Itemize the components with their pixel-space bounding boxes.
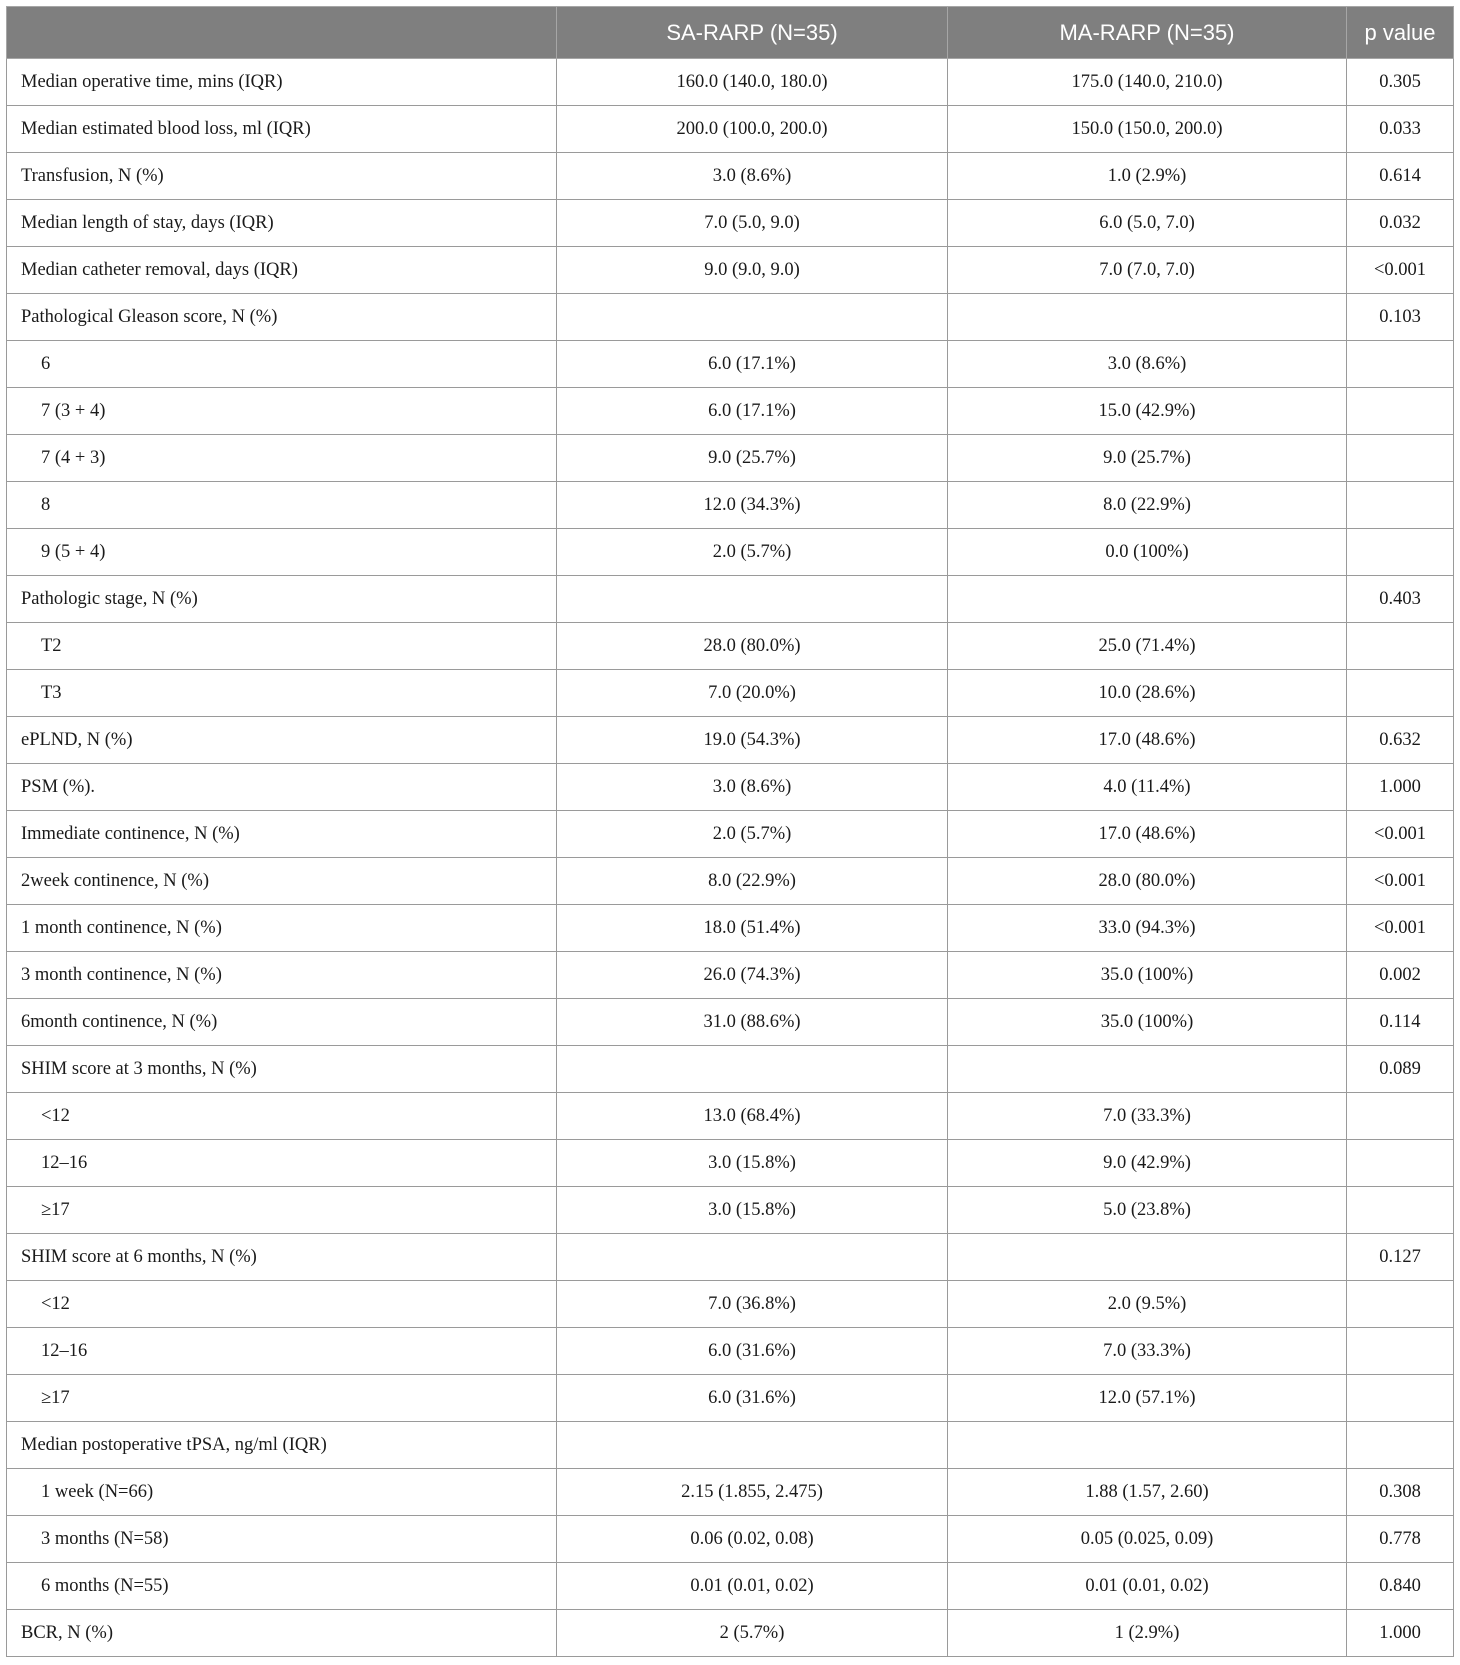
table-row: [7, 294, 1454, 341]
ma-rarp-value-cell: 0.05 (0.025, 0.09): [948, 1516, 1347, 1563]
ma-rarp-value-cell: 9.0 (42.9%): [948, 1140, 1347, 1187]
row-label-cell: <12: [7, 1281, 557, 1328]
p-value-cell: [1347, 1422, 1454, 1469]
table-row: [7, 1563, 1454, 1610]
ma-rarp-value-cell: 7.0 (33.3%): [948, 1093, 1347, 1140]
ma-rarp-value-cell: 0.0 (100%): [948, 529, 1347, 576]
sa-rarp-value-cell: 19.0 (54.3%): [557, 717, 948, 764]
ma-rarp-value-cell: 17.0 (48.6%): [948, 811, 1347, 858]
ma-rarp-value-cell: 1 (2.9%): [948, 1610, 1347, 1657]
ma-rarp-value-cell: 35.0 (100%): [948, 952, 1347, 999]
p-value-cell: 0.103: [1347, 294, 1454, 341]
sa-rarp-value-cell: 3.0 (15.8%): [557, 1187, 948, 1234]
p-value-cell: 1.000: [1347, 764, 1454, 811]
ma-rarp-value-cell: 1.88 (1.57, 2.60): [948, 1469, 1347, 1516]
table-row: [7, 1328, 1454, 1375]
row-label-cell: Immediate continence, N (%): [7, 811, 557, 858]
p-value-cell: 0.002: [1347, 952, 1454, 999]
p-value-cell: <0.001: [1347, 811, 1454, 858]
p-value-cell: 0.114: [1347, 999, 1454, 1046]
sa-rarp-value-cell: 18.0 (51.4%): [557, 905, 948, 952]
ma-rarp-value-cell: 0.01 (0.01, 0.02): [948, 1563, 1347, 1610]
row-label-cell: 7 (4 + 3): [7, 435, 557, 482]
table-header: [7, 7, 1454, 59]
table-row: [7, 1610, 1454, 1657]
ma-rarp-value-cell: 5.0 (23.8%): [948, 1187, 1347, 1234]
sa-rarp-value-cell: [557, 576, 948, 623]
ma-rarp-value-cell: [948, 1422, 1347, 1469]
table-row: [7, 623, 1454, 670]
sa-rarp-value-cell: 3.0 (15.8%): [557, 1140, 948, 1187]
row-label-cell: Median length of stay, days (IQR): [7, 200, 557, 247]
row-label-cell: ePLND, N (%): [7, 717, 557, 764]
table-row: [7, 811, 1454, 858]
row-label-cell: 3 months (N=58): [7, 1516, 557, 1563]
row-label-cell: ≥17: [7, 1375, 557, 1422]
row-label-cell: 12–16: [7, 1328, 557, 1375]
sa-rarp-value-cell: 0.01 (0.01, 0.02): [557, 1563, 948, 1610]
row-label-cell: 1 month continence, N (%): [7, 905, 557, 952]
row-label-cell: PSM (%).: [7, 764, 557, 811]
p-value-cell: <0.001: [1347, 905, 1454, 952]
sa-rarp-value-cell: 2.0 (5.7%): [557, 811, 948, 858]
header-cell-ma-rarp: MA-RARP (N=35): [948, 7, 1347, 59]
sa-rarp-value-cell: 12.0 (34.3%): [557, 482, 948, 529]
row-label-cell: BCR, N (%): [7, 1610, 557, 1657]
row-label-cell: 6: [7, 341, 557, 388]
row-label-cell: 8: [7, 482, 557, 529]
p-value-cell: [1347, 623, 1454, 670]
ma-rarp-value-cell: 25.0 (71.4%): [948, 623, 1347, 670]
sa-rarp-value-cell: [557, 1234, 948, 1281]
table-row: [7, 153, 1454, 200]
row-label-cell: 3 month continence, N (%): [7, 952, 557, 999]
table-row: [7, 1469, 1454, 1516]
p-value-cell: 0.089: [1347, 1046, 1454, 1093]
table-row: [7, 1375, 1454, 1422]
ma-rarp-value-cell: 12.0 (57.1%): [948, 1375, 1347, 1422]
p-value-cell: <0.001: [1347, 247, 1454, 294]
table-row: [7, 59, 1454, 106]
table-row: [7, 482, 1454, 529]
table-row: [7, 764, 1454, 811]
ma-rarp-value-cell: 175.0 (140.0, 210.0): [948, 59, 1347, 106]
row-label-cell: SHIM score at 6 months, N (%): [7, 1234, 557, 1281]
p-value-cell: [1347, 388, 1454, 435]
table-row: [7, 952, 1454, 999]
sa-rarp-value-cell: 6.0 (31.6%): [557, 1375, 948, 1422]
p-value-cell: 0.778: [1347, 1516, 1454, 1563]
row-label-cell: 6 months (N=55): [7, 1563, 557, 1610]
sa-rarp-value-cell: 28.0 (80.0%): [557, 623, 948, 670]
table-row: [7, 999, 1454, 1046]
sa-rarp-value-cell: 0.06 (0.02, 0.08): [557, 1516, 948, 1563]
results-table-container: [6, 6, 1454, 1657]
sa-rarp-value-cell: 6.0 (31.6%): [557, 1328, 948, 1375]
table-row: [7, 1187, 1454, 1234]
ma-rarp-value-cell: 17.0 (48.6%): [948, 717, 1347, 764]
row-label-cell: ≥17: [7, 1187, 557, 1234]
row-label-cell: Median postoperative tPSA, ng/ml (IQR): [7, 1422, 557, 1469]
sa-rarp-value-cell: 6.0 (17.1%): [557, 341, 948, 388]
table-row: [7, 529, 1454, 576]
table-row: [7, 388, 1454, 435]
sa-rarp-value-cell: 31.0 (88.6%): [557, 999, 948, 1046]
table-row: [7, 858, 1454, 905]
ma-rarp-value-cell: 33.0 (94.3%): [948, 905, 1347, 952]
p-value-cell: 0.632: [1347, 717, 1454, 764]
p-value-cell: <0.001: [1347, 858, 1454, 905]
row-label-cell: <12: [7, 1093, 557, 1140]
table-row: [7, 1281, 1454, 1328]
row-label-cell: 1 week (N=66): [7, 1469, 557, 1516]
ma-rarp-value-cell: 7.0 (33.3%): [948, 1328, 1347, 1375]
p-value-cell: [1347, 1281, 1454, 1328]
sa-rarp-value-cell: [557, 1422, 948, 1469]
row-label-cell: 2week continence, N (%): [7, 858, 557, 905]
ma-rarp-value-cell: [948, 1234, 1347, 1281]
table-row: [7, 1516, 1454, 1563]
table-row: [7, 1234, 1454, 1281]
ma-rarp-value-cell: 28.0 (80.0%): [948, 858, 1347, 905]
table-row: [7, 435, 1454, 482]
sa-rarp-value-cell: 2.15 (1.855, 2.475): [557, 1469, 948, 1516]
ma-rarp-value-cell: [948, 1046, 1347, 1093]
table-row: [7, 670, 1454, 717]
row-label-cell: SHIM score at 3 months, N (%): [7, 1046, 557, 1093]
sa-rarp-value-cell: 160.0 (140.0, 180.0): [557, 59, 948, 106]
p-value-cell: 0.308: [1347, 1469, 1454, 1516]
sa-rarp-value-cell: 6.0 (17.1%): [557, 388, 948, 435]
ma-rarp-value-cell: 7.0 (7.0, 7.0): [948, 247, 1347, 294]
table-row: [7, 1046, 1454, 1093]
sa-rarp-value-cell: 200.0 (100.0, 200.0): [557, 106, 948, 153]
p-value-cell: 0.033: [1347, 106, 1454, 153]
ma-rarp-value-cell: 4.0 (11.4%): [948, 764, 1347, 811]
p-value-cell: [1347, 1187, 1454, 1234]
p-value-cell: 0.127: [1347, 1234, 1454, 1281]
row-label-cell: T2: [7, 623, 557, 670]
p-value-cell: 0.032: [1347, 200, 1454, 247]
sa-rarp-value-cell: 7.0 (20.0%): [557, 670, 948, 717]
table-row: [7, 1140, 1454, 1187]
row-label-cell: Median estimated blood loss, ml (IQR): [7, 106, 557, 153]
ma-rarp-value-cell: 1.0 (2.9%): [948, 153, 1347, 200]
results-table: [6, 6, 1454, 1657]
sa-rarp-value-cell: 3.0 (8.6%): [557, 764, 948, 811]
table-row: [7, 247, 1454, 294]
sa-rarp-value-cell: 26.0 (74.3%): [557, 952, 948, 999]
row-label-cell: Median catheter removal, days (IQR): [7, 247, 557, 294]
row-label-cell: Pathological Gleason score, N (%): [7, 294, 557, 341]
ma-rarp-value-cell: 8.0 (22.9%): [948, 482, 1347, 529]
row-label-cell: 7 (3 + 4): [7, 388, 557, 435]
sa-rarp-value-cell: 2 (5.7%): [557, 1610, 948, 1657]
p-value-cell: [1347, 529, 1454, 576]
ma-rarp-value-cell: [948, 294, 1347, 341]
ma-rarp-value-cell: 35.0 (100%): [948, 999, 1347, 1046]
row-label-cell: T3: [7, 670, 557, 717]
p-value-cell: [1347, 1375, 1454, 1422]
sa-rarp-value-cell: 9.0 (9.0, 9.0): [557, 247, 948, 294]
row-label-cell: Median operative time, mins (IQR): [7, 59, 557, 106]
table-row: [7, 106, 1454, 153]
table-row: [7, 905, 1454, 952]
table-row: [7, 200, 1454, 247]
p-value-cell: 0.840: [1347, 1563, 1454, 1610]
p-value-cell: [1347, 1140, 1454, 1187]
table-row: [7, 717, 1454, 764]
row-label-cell: 12–16: [7, 1140, 557, 1187]
p-value-cell: [1347, 1328, 1454, 1375]
table-row: [7, 576, 1454, 623]
p-value-cell: 1.000: [1347, 1610, 1454, 1657]
table-row: [7, 341, 1454, 388]
row-label-cell: Transfusion, N (%): [7, 153, 557, 200]
table-body: [7, 59, 1454, 1657]
p-value-cell: [1347, 341, 1454, 388]
row-label-cell: 6month continence, N (%): [7, 999, 557, 1046]
p-value-cell: 0.614: [1347, 153, 1454, 200]
sa-rarp-value-cell: 8.0 (22.9%): [557, 858, 948, 905]
p-value-cell: [1347, 435, 1454, 482]
header-cell-variable: [7, 7, 557, 59]
sa-rarp-value-cell: [557, 1046, 948, 1093]
ma-rarp-value-cell: 3.0 (8.6%): [948, 341, 1347, 388]
header-row: [7, 7, 1454, 59]
sa-rarp-value-cell: 3.0 (8.6%): [557, 153, 948, 200]
ma-rarp-value-cell: 150.0 (150.0, 200.0): [948, 106, 1347, 153]
p-value-cell: [1347, 1093, 1454, 1140]
sa-rarp-value-cell: 7.0 (36.8%): [557, 1281, 948, 1328]
sa-rarp-value-cell: 7.0 (5.0, 9.0): [557, 200, 948, 247]
sa-rarp-value-cell: 9.0 (25.7%): [557, 435, 948, 482]
p-value-cell: 0.403: [1347, 576, 1454, 623]
row-label-cell: Pathologic stage, N (%): [7, 576, 557, 623]
ma-rarp-value-cell: 6.0 (5.0, 7.0): [948, 200, 1347, 247]
ma-rarp-value-cell: [948, 576, 1347, 623]
p-value-cell: [1347, 670, 1454, 717]
p-value-cell: [1347, 482, 1454, 529]
sa-rarp-value-cell: [557, 294, 948, 341]
ma-rarp-value-cell: 9.0 (25.7%): [948, 435, 1347, 482]
sa-rarp-value-cell: 13.0 (68.4%): [557, 1093, 948, 1140]
ma-rarp-value-cell: 15.0 (42.9%): [948, 388, 1347, 435]
row-label-cell: 9 (5 + 4): [7, 529, 557, 576]
ma-rarp-value-cell: 10.0 (28.6%): [948, 670, 1347, 717]
table-row: [7, 1093, 1454, 1140]
sa-rarp-value-cell: 2.0 (5.7%): [557, 529, 948, 576]
header-cell-sa-rarp: SA-RARP (N=35): [557, 7, 948, 59]
table-row: [7, 1422, 1454, 1469]
header-cell-p-value: p value: [1347, 7, 1454, 59]
p-value-cell: 0.305: [1347, 59, 1454, 106]
ma-rarp-value-cell: 2.0 (9.5%): [948, 1281, 1347, 1328]
